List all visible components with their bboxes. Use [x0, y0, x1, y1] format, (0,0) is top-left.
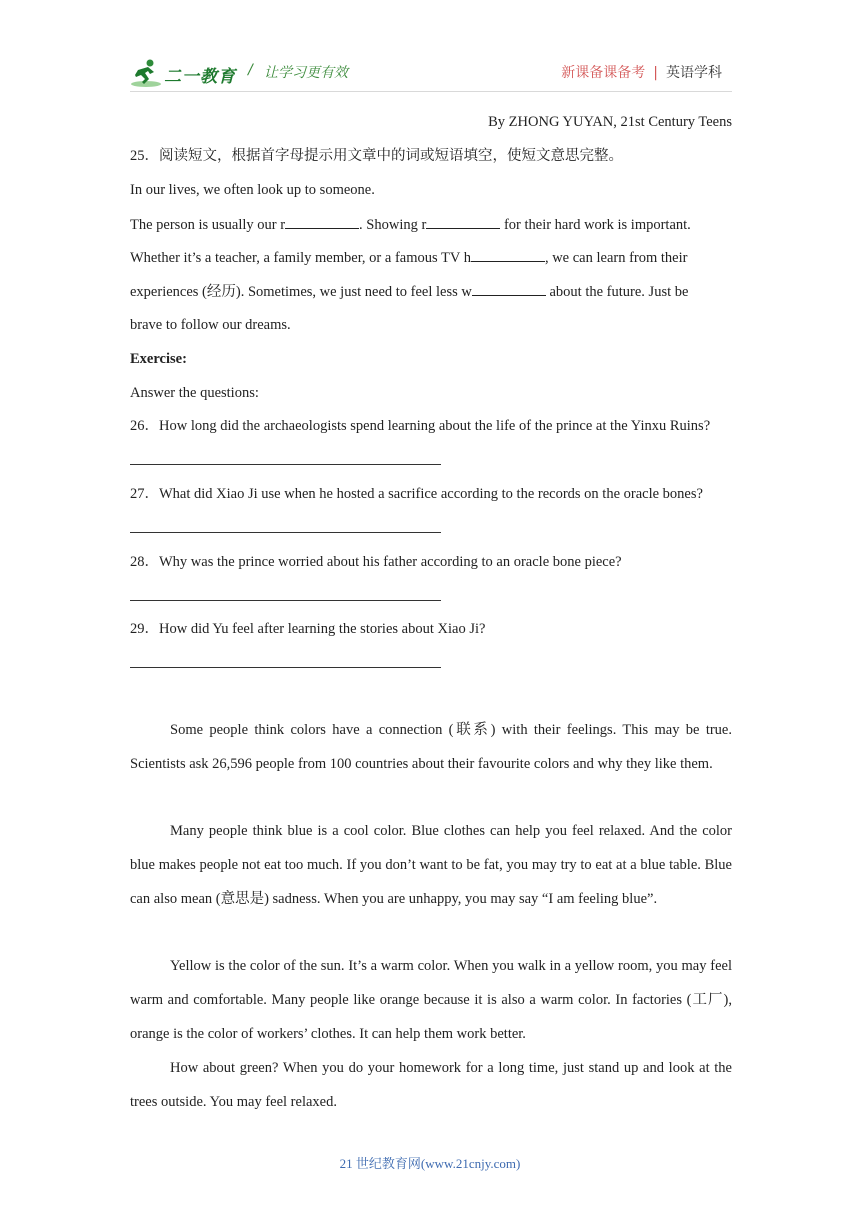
q25-line-4 [130, 281, 688, 302]
answer-line-26[interactable] [130, 464, 441, 465]
header-separator: | [653, 65, 658, 81]
answer-line-28[interactable] [130, 600, 441, 601]
question-29: 29．How did Yu feel after learning the stories about Xiao Ji? [130, 621, 486, 637]
fill-blank[interactable] [472, 281, 546, 296]
header-divider [130, 91, 732, 92]
q25-line-3b: , we can learn from their [544, 250, 688, 266]
question-26: 26．How long did the archaeologists spend learning about the life of the prince at the Yinxu Ruins? [130, 418, 711, 434]
exercise-prompt: Answer the questions: [130, 385, 259, 401]
answer-line-27[interactable] [130, 532, 441, 533]
fill-blank[interactable] [285, 214, 359, 229]
q25-line-2 [130, 214, 691, 235]
q25-line-1: In our lives, we often look up to someone. [130, 182, 375, 198]
q25-line-4b: about the future. Just be [545, 284, 689, 300]
header-course: 新课备课备考 [561, 65, 646, 81]
q25-line-5: brave to follow our dreams. [130, 317, 291, 333]
q25-line-3a: Whether it’s a teacher, a family member, or a famous TV h [130, 250, 471, 266]
page-footer: 21 世纪教育网(www.21cnjy.com) [339, 1156, 521, 1171]
question-27: 27．What did Xiao Ji use when he hosted a sacrifice according to the records on the oracle bones? [130, 486, 703, 502]
exercise-title: Exercise: [130, 351, 187, 367]
logo-text: 二一教育 [164, 67, 236, 87]
header-slash: / [248, 62, 253, 78]
answer-line-29[interactable] [130, 667, 441, 668]
fill-blank[interactable] [471, 247, 545, 262]
logo [130, 58, 242, 88]
q25-line-2c: for their hard work is important. [500, 217, 691, 233]
passage-paragraph-3: Yellow is the color of the sun. It’s a warm color. When you walk in a yellow room, you may feel warm and comfortable. Many people like orange because it is also a warm color. In factories (工厂), orange is the color of workers’ clothes. It can help them work better. [130, 958, 732, 1042]
fill-blank[interactable] [426, 214, 500, 229]
passage-paragraph-1: Some people think colors have a connection (联系) with their feelings. This may be true. Scientists ask 26,596 people from 100 countries about their favourite colors and why they like them. [130, 722, 732, 772]
q25-line-2b: . Showing r [359, 217, 427, 233]
q25-line-2a: The person is usually our r [130, 217, 286, 233]
header-right [561, 62, 722, 82]
passage-paragraph-4: How about green? When you do your homework for a long time, just stand up and look at the trees outside. You may feel relaxed. [130, 1060, 732, 1110]
q25-line-4a: experiences (经历). Sometimes, we just need to feel less w [130, 284, 472, 300]
q25-line-3 [130, 247, 687, 268]
passage-paragraph-2: Many people think blue is a cool color. Blue clothes can help you feel relaxed. And the color blue makes people not eat too much. If you don’t want to be fat, you may try to eat at a blue table. Blue can also mean (意思是) sadness. When you are unhappy, you may say “I am feeling blue”. [130, 823, 732, 907]
byline: By ZHONG YUYAN, 21st Century Teens [488, 114, 732, 130]
q25-instruction: 25．阅读短文，根据首字母提示用文章中的词或短语填空，使短文意思完整。 [130, 148, 623, 164]
runner-logo-icon [130, 58, 164, 88]
header-subject: 英语学科 [666, 65, 722, 81]
question-28: 28．Why was the prince worried about his father according to an oracle bone piece? [130, 554, 622, 570]
page-header [130, 54, 732, 92]
header-slogan: 让学习更有效 [264, 65, 348, 81]
